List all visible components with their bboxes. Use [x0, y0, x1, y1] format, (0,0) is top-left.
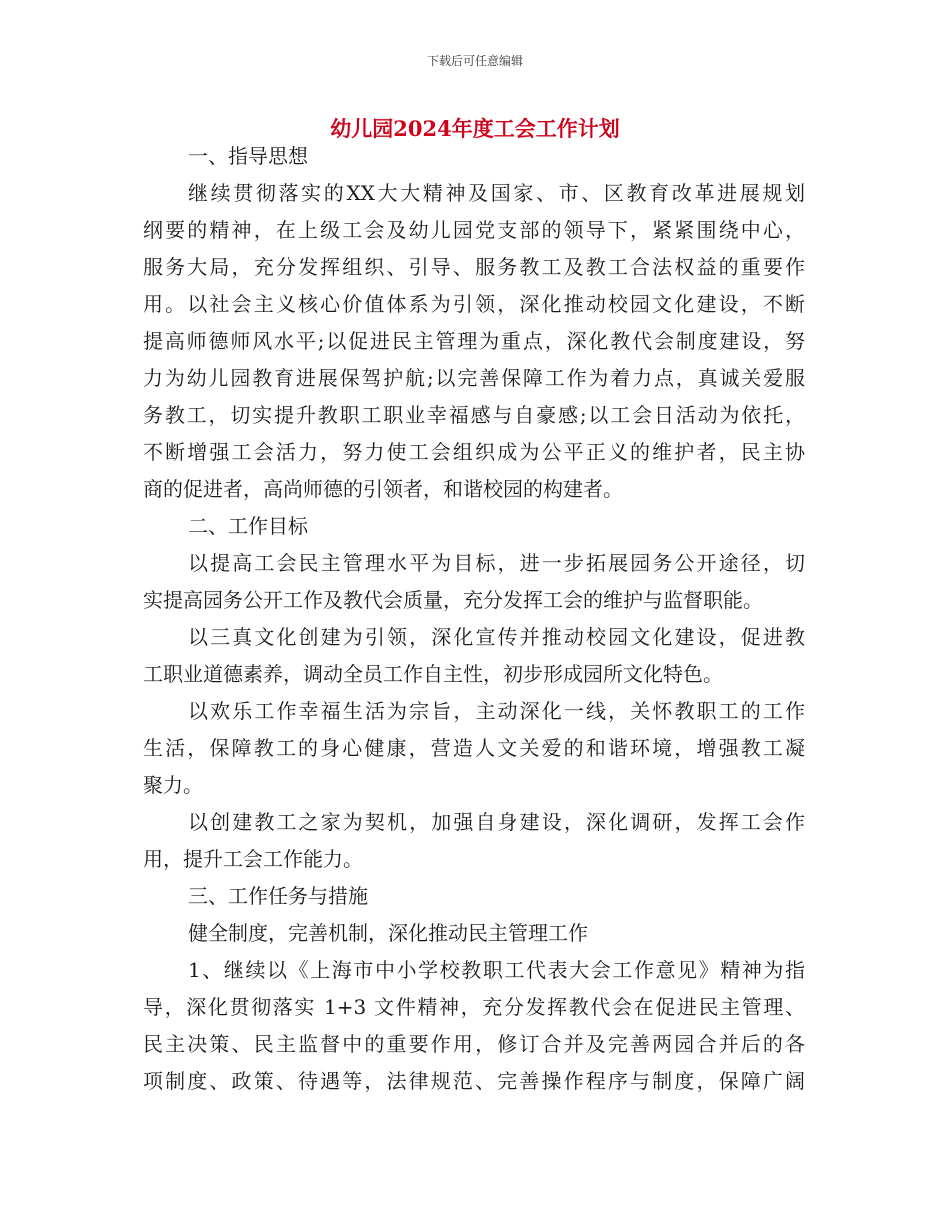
body-text-line: 民主决策、民主监督中的重要作用，修订合并及完善两园合并后的各 — [143, 1032, 805, 1056]
body-text-line: 一、指导思想 — [188, 144, 308, 168]
body-text-line: 以欢乐工作幸福生活为宗旨，主动深化一线，关怀教职工的工作 — [188, 699, 805, 723]
body-text-line: 以三真文化创建为引领，深化宣传并推动校园文化建设，促进教 — [188, 625, 805, 649]
body-text-line: 务教工，切实提升教职工职业幸福感与自豪感;以工会日活动为依托， — [143, 403, 805, 427]
body-text-line: 继续贯彻落实的XX大大精神及国家、市、区教育改革进展规划 — [188, 181, 805, 205]
body-text-line: 工职业道德素养，调动全员工作自主性，初步形成园所文化特色。 — [143, 662, 723, 686]
body-text-line: 以创建教工之家为契机，加强自身建设，深化调研，发挥工会作 — [188, 810, 805, 834]
body-text-line: 服务大局，充分发挥组织、引导、服务教工及教工合法权益的重要作 — [143, 255, 805, 279]
body-text-line: 二、工作目标 — [188, 514, 308, 538]
body-text-line: 三、工作任务与措施 — [188, 884, 368, 908]
body-text-line: 导，深化贯彻落实 1+3 文件精神，充分发挥教代会在促进民主管理、 — [143, 995, 805, 1019]
body-text-line: 项制度、政策、待遇等，法律规范、完善操作程序与制度，保障广阔 — [143, 1069, 805, 1093]
body-text-line: 商的促进者，高尚师德的引领者，和谐校园的构建者。 — [143, 477, 623, 501]
body-text-line: 不断增强工会活力，努力使工会组织成为公平正义的维护者，民主协 — [143, 440, 805, 464]
body-text-line: 提高师德师风水平;以促进民主管理为重点，深化教代会制度建设，努 — [143, 329, 805, 353]
document-body — [143, 138, 805, 1100]
body-text-line: 生活，保障教工的身心健康，营造人文关爱的和谐环境，增强教工凝 — [143, 736, 805, 760]
body-text-line: 用，提升工会工作能力。 — [143, 847, 363, 871]
body-text-line: 实提高园务公开工作及教代会质量，充分发挥工会的维护与监督职能。 — [143, 588, 763, 612]
body-text-line: 聚力。 — [143, 773, 203, 797]
body-text-line: 用。以社会主义核心价值体系为引领，深化推动校园文化建设，不断 — [143, 292, 805, 316]
body-text-line: 力为幼儿园教育进展保驾护航;以完善保障工作为着力点，真诚关爱服 — [143, 366, 805, 390]
body-text-line: 以提高工会民主管理水平为目标，进一步拓展园务公开途径，切 — [188, 551, 805, 575]
body-text-line: 健全制度，完善机制，深化推动民主管理工作 — [188, 921, 588, 945]
body-text-line: 纲要的精神，在上级工会及幼儿园党支部的领导下，紧紧围绕中心， — [143, 218, 805, 242]
body-text-line: 1、继续以《上海市中小学校教职工代表大会工作意见》精神为指 — [188, 958, 805, 982]
document-title: 幼儿园2024年度工会工作计划 — [330, 116, 620, 141]
page-header: 下载后可任意编辑 — [426, 54, 523, 68]
